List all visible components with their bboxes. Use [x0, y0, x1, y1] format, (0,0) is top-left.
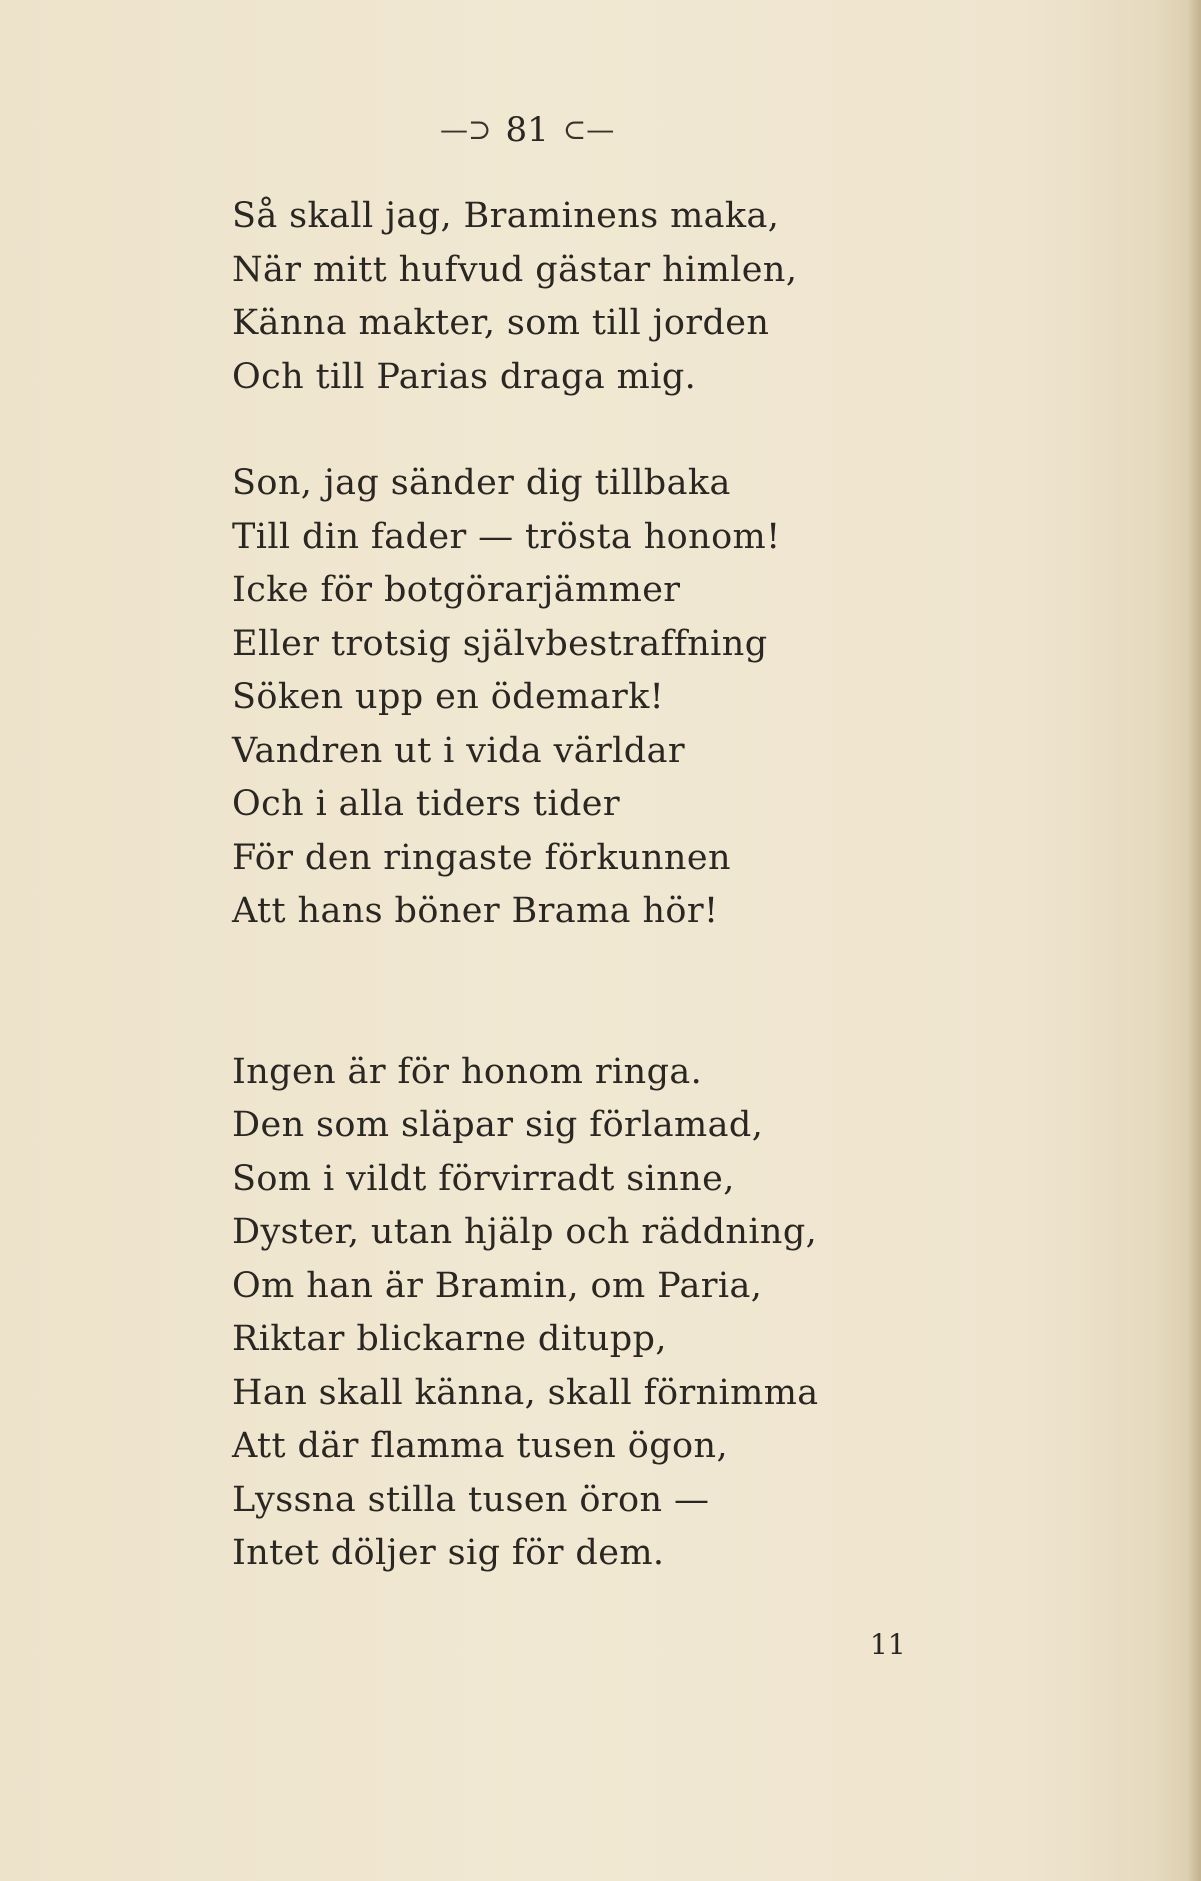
poem-line: Och i alla tiders tider	[232, 784, 621, 824]
page-number: 81	[505, 110, 549, 150]
poem-line: Att hans böner Brama hör!	[232, 891, 719, 931]
poem-line: Den som släpar sig förlamad,	[232, 1105, 764, 1145]
poem-line: Son, jag sänder dig tillbaka	[232, 463, 731, 503]
stanza-1	[232, 190, 952, 404]
right-ornament: ⊂—	[562, 113, 615, 146]
poem-line: Lyssna stilla tusen öron —	[232, 1479, 710, 1520]
poem-line: Att där flamma tusen ögon,	[232, 1426, 728, 1466]
poem-line: Vandren ut i vida världar	[232, 730, 685, 771]
poem-line: När mitt hufvud gästar himlen,	[232, 249, 798, 290]
poem-line: Söken upp en ödemark!	[232, 677, 665, 717]
poem-line: Som i vildt förvirradt sinne,	[232, 1158, 735, 1199]
poem-line: Så skall jag, Braminens maka,	[232, 196, 780, 236]
poem-line: Till din fader — trösta honom!	[232, 516, 781, 557]
signature-mark: 11	[870, 1628, 906, 1661]
poem-line: Och till Parias draga mig.	[232, 356, 697, 397]
left-ornament: —⊃	[440, 113, 492, 146]
poem-line: Han skall känna, skall förnimma	[232, 1372, 819, 1413]
poem-text	[232, 190, 952, 1581]
page-edge-shadow	[1187, 0, 1201, 1881]
stanza-3	[232, 1046, 952, 1581]
poem-line: Icke för botgörarjämmer	[232, 570, 681, 610]
poem-line: För den ringaste förkunnen	[232, 837, 731, 878]
poem-line: Känna makter, som till jorden	[232, 303, 770, 343]
page-header-inner	[440, 108, 614, 152]
poem-line: Intet döljer sig för dem.	[232, 1533, 665, 1573]
poem-line: Om han är Bramin, om Paria,	[232, 1265, 763, 1306]
poem-line: Riktar blickarne ditupp,	[232, 1319, 667, 1359]
poem-line: Dyster, utan hjälp och räddning,	[232, 1212, 818, 1252]
stanza-2	[232, 457, 952, 939]
poem-line: Eller trotsig självbestraffning	[232, 623, 768, 664]
poem-line: Ingen är för honom ringa.	[232, 1051, 703, 1092]
